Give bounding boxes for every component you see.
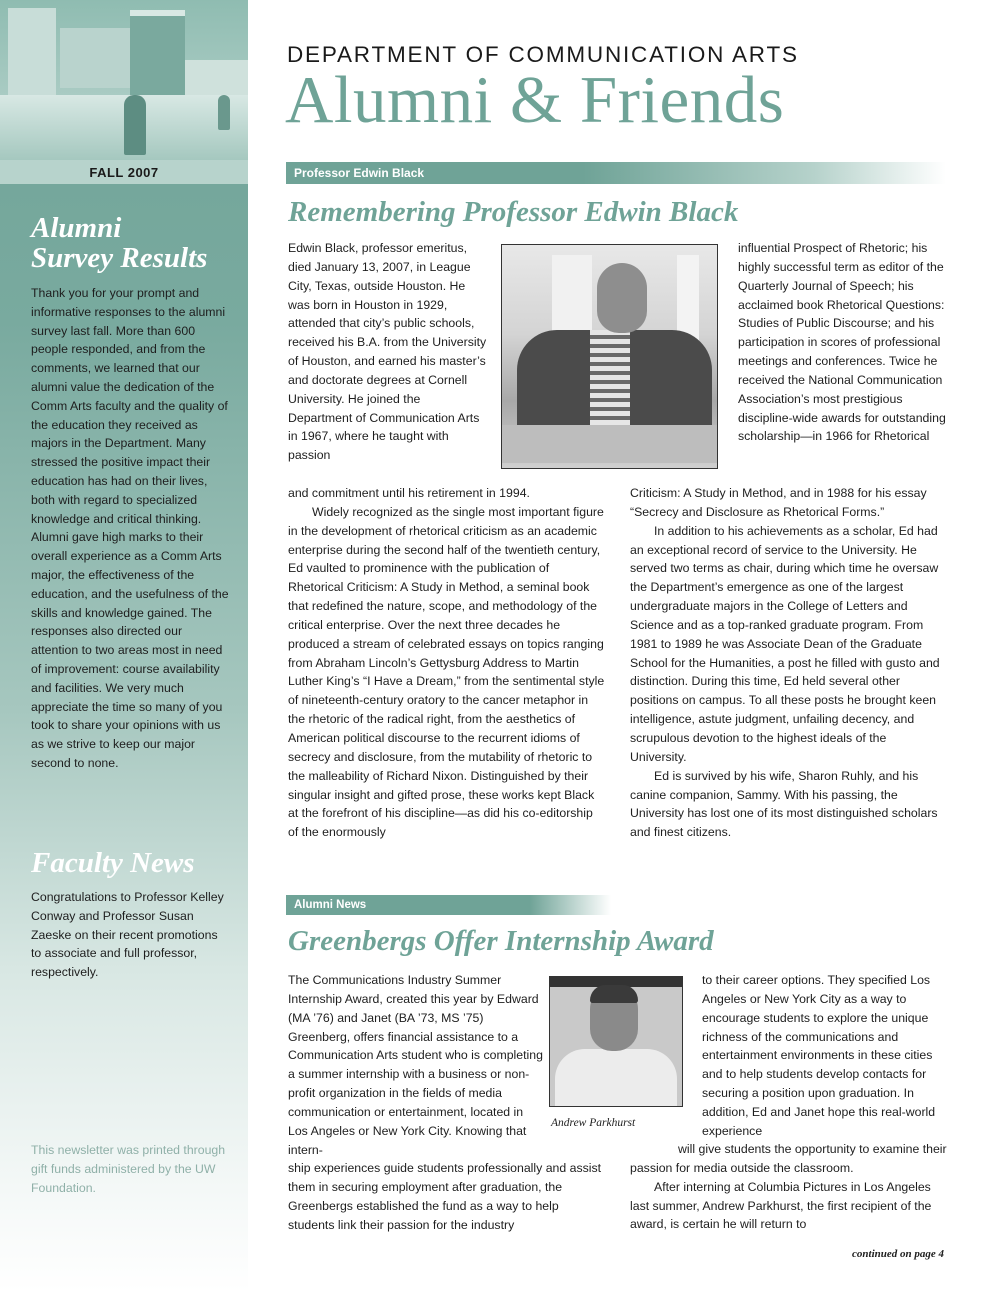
article2-col1-body: ship experiences guide students professionally and assist them in securing employment after graduation, the Greenbergs established the fund as a way to help students link their passion for the industry (288, 1161, 602, 1232)
issue-season: FALL 2007 (0, 160, 248, 184)
article1-col1-wrap: Edwin Black, professor emeritus, died January 13, 2007, in League City, Texas, outside Houston. He was born in Houston in 1929, attended that city’s public schools, received his B.A. from the University of Houston, and earned his master’s and doctorate degrees at Cornell University. He joined the Department of Communication Arts in 1967, where he taught with passion (288, 241, 487, 463)
survey-heading (31, 213, 207, 273)
article2-col1-wrap: The Communications Industry Summer Internship Award, created this year by Edward (MA ’76) and Janet (BA ’73, MS ’75) Greenberg, offers financial assistance to a Communication Arts student who is completing a summer internship with a business or non-profit organization in the fields of media communication or entertainment, located in Los Angeles or New York City. Knowing that intern- (288, 973, 543, 1157)
faculty-news-heading: Faculty News (31, 847, 195, 879)
survey-heading-line1: Alumni (31, 212, 122, 244)
survey-body: Thank you for your prompt and informative responses to the alumni survey last fall. More than 600 people responded, and from the comments, we learned that our alumni value the dedication of the Comm Arts faculty and the quality of the education they received as majors in the Department. Many stressed the positive impact their education has had on their lives, both with regard to specialized knowledge and critical thinking. Alumni gave high marks to their overall experience as a Comm Arts major, the effectiveness of the education, and the usefulness of the skills and knowledge gained. The responses also directed our attention to two areas most in need of improvement: course availability and facilities. We very much appreciate the time so many of you took to share your opinions with us as we strive to keep our major second to none. (31, 286, 229, 770)
edwin-black-photo (501, 244, 718, 469)
survey-heading-line2: Survey Results (31, 242, 208, 274)
article1-col2-p3: Ed is survived by his wife, Sharon Ruhly, and his canine companion, Sammy. With his passing, the University has lost one of its most distinguished scholars and finest citizens. (630, 768, 938, 840)
andrew-parkhurst-photo (549, 976, 683, 1107)
article1-p1-end: and commitment until his retirement in 1994. (288, 486, 530, 500)
section-label-alumni-news: Alumni News (286, 895, 611, 915)
article2-col2-body (630, 1140, 948, 1234)
article1-col1-body (288, 484, 606, 842)
article1-col2-body (630, 484, 946, 842)
photo-caption: Andrew Parkhurst (551, 1117, 636, 1129)
article1-p2: Widely recognized as the single most important figure in the development of rhetorical criticism as an academic enterprise during the second half of the twentieth century, Ed vaulted to prominence with the publication of Rhetorical Criticism: A Study in Method, a seminal book that redefined the nature, scope, and methodology of the critical enterprise. Over the next three decades he produced a stream of celebrated essays on topics ranging from Abraham Lincoln’s Gettysburg Address to Martin Luther King’s “I Have a Dream,” from the sentimental style of nineteenth-century oratory to the cancer metaphor in the rhetoric of the radical right, from the aesthetics of American political discourse to the recurrent idioms of secrecy and disclosure, from the mutability of rhetoric to the malleability of Richard Nixon. Distinguished by their singular insight and gifted prose, these works kept Black at the forefront of his discipline—as did his co-editorship of the enormously (288, 504, 605, 840)
article2-col2-mid: will give students the opportunity to examine their passion for media outside the classroom. (630, 1142, 947, 1175)
article1-col2-p1-end: Criticism: A Study in Method, and in 1988 for his essay “Secrecy and Disclosure as Rhetorical Forms.” (630, 486, 927, 519)
newsletter-funding-note: This newsletter was printed through gift funds administered by the UW Foundation. (31, 1143, 226, 1195)
article1-col2-p2: In addition to his achievements as a scholar, Ed had an exceptional record of service to the University. He served two terms as chair, during which time he oversaw the Department’s emergence as one of the largest undergraduate majors in the College of Letters and Science and as a top-ranked graduate program. From 1981 to 1989 he was Associate Dean of the Graduate School for the Humanities, a post he filled with gusto and distinction. During this time, Ed held several other positions on campus. To all these posts he brought keen intelligence, astute judgment, unfailing decency, and scrupulous devotion to the highest ideals of the University. (630, 523, 940, 764)
campus-building-photo (0, 0, 248, 160)
sidebar (0, 0, 248, 1292)
section-label-edwin-black: Professor Edwin Black (286, 162, 946, 184)
article2-col2-p2: After interning at Columbia Pictures in Los Angeles last summer, Andrew Parkhurst, the first recipient of the award, is certain he will return to (630, 1179, 932, 1232)
faculty-news-body: Congratulations to Professor Kelley Conway and Professor Susan Zaeske on their recent promotions to associate and full professor, respectively. (31, 890, 224, 980)
newsletter-title: Alumni & Friends (285, 63, 785, 137)
article2-col2-wrap: to their career options. They specified Los Angeles or New York City as a way to encourage students to explore the unique richness of the communications and entertainment environments in these cities and to help students develop contacts for securing a position upon graduation. In addition, Ed and Janet hope this real-world experience (702, 973, 936, 1138)
article1-headline: Remembering Professor Edwin Black (288, 196, 739, 228)
article2-headline: Greenbergs Offer Internship Award (288, 925, 714, 957)
continued-on-page-link[interactable]: continued on page 4 (852, 1248, 944, 1260)
department-name: DEPARTMENT OF COMMUNICATION ARTS (287, 42, 799, 67)
article1-col2-wrap: influential Prospect of Rhetoric; his highly successful term as editor of the Quarterly Journal of Speech; his acclaimed book Rhetorical Questions: Studies of Public Discourse; and his participation in scores of professional meetings and conferences. Twice he received the National Communication Association’s most prestigious discipline-wide awards for outstanding scholarship—in 1966 for Rhetorical (738, 241, 946, 444)
